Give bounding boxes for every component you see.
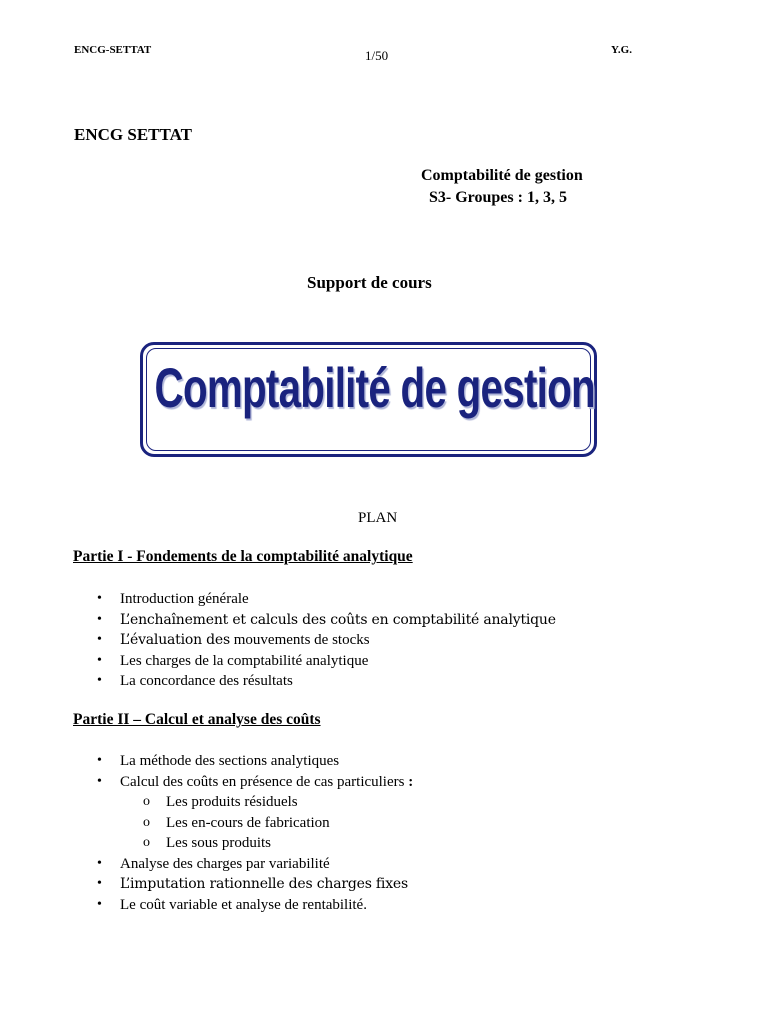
course-groups: S3- Groupes : 1, 3, 5 bbox=[429, 189, 567, 206]
course-title: Comptabilité de gestion bbox=[421, 167, 583, 184]
part1-title: Partie I - Fondements de la comptabilité analytique bbox=[73, 548, 413, 565]
list-item: o Les produits résiduels bbox=[73, 792, 413, 813]
part2-title: Partie II – Calcul et analyse des coûts bbox=[73, 711, 321, 728]
list-item: • Analyse des charges par variabilité bbox=[73, 854, 413, 875]
plan-label: PLAN bbox=[358, 510, 398, 526]
list-item: • La méthode des sections analytiques bbox=[73, 751, 413, 772]
list-item: • Calcul des coûts en présence de cas particuliers : bbox=[73, 772, 413, 793]
list-item: • L’évaluation des mouvements de stocks bbox=[73, 630, 556, 651]
part2-list bbox=[73, 751, 413, 915]
list-item: • Les charges de la comptabilité analytique bbox=[73, 651, 556, 672]
list-item: o Les sous produits bbox=[73, 833, 413, 854]
header-right: Y.G. bbox=[611, 44, 632, 56]
list-item: • L’imputation rationnelle des charges fixes bbox=[73, 874, 413, 895]
list-item: o Les en-cours de fabrication bbox=[73, 813, 413, 834]
school-name: ENCG SETTAT bbox=[74, 125, 192, 144]
list-item: • La concordance des résultats bbox=[73, 671, 556, 692]
list-item: • L’enchaînement et calculs des coûts en comptabilité analytique bbox=[73, 610, 556, 631]
list-item: • Le coût variable et analyse de rentabilité. bbox=[73, 895, 413, 916]
logo-title: Comptabilité de gestion bbox=[154, 356, 595, 419]
header-left: ENCG-SETTAT bbox=[74, 44, 152, 56]
list-item: • Introduction générale bbox=[73, 589, 556, 610]
support-title: Support de cours bbox=[307, 273, 432, 292]
part1-list bbox=[73, 589, 556, 692]
page-number: 1/50 bbox=[365, 48, 389, 63]
